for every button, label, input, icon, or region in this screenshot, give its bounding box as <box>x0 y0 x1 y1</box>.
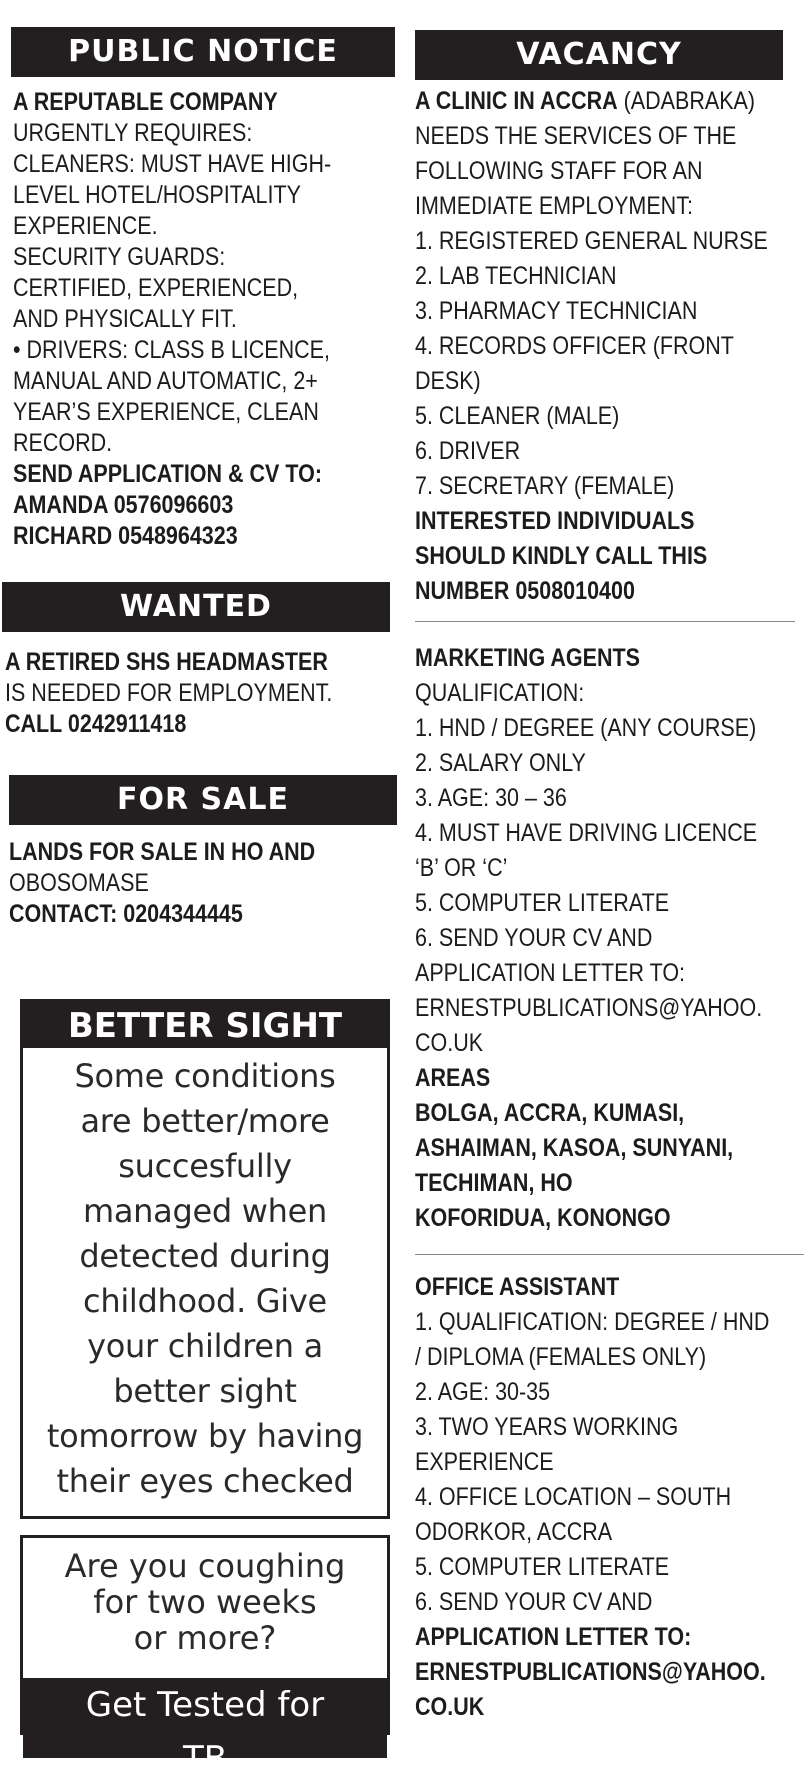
text-line-content: LEVEL HOTEL/HOSPITALITY <box>13 181 301 209</box>
ad-line: are better/more <box>80 1102 330 1140</box>
text-line <box>13 149 331 180</box>
text-line <box>13 211 331 242</box>
public-notice-body <box>13 87 331 552</box>
text-line <box>415 364 768 399</box>
text-line-content: • DRIVERS: CLASS B LICENCE, <box>13 336 330 364</box>
office-assistant-body <box>415 1270 769 1725</box>
text-line <box>415 504 768 539</box>
text-line-content: FOLLOWING STAFF FOR AN <box>415 157 703 185</box>
text-line <box>415 781 762 816</box>
text-line <box>415 224 768 259</box>
ad-line: managed when <box>83 1192 327 1230</box>
text-line <box>13 335 331 366</box>
ad-line: or more? <box>133 1619 277 1657</box>
text-line-content: CO.UK <box>415 1693 485 1721</box>
text-line-content: CLEANERS: MUST HAVE HIGH- <box>13 150 332 178</box>
ad-line: Are you coughing <box>64 1547 346 1585</box>
text-line <box>415 1131 762 1166</box>
text-line <box>415 746 762 781</box>
text-line-content: URGENTLY REQUIRES: <box>13 119 253 147</box>
text-line-content: SHOULD KINDLY CALL THIS <box>415 542 708 570</box>
text-line <box>415 1061 762 1096</box>
text-line-content: 6. DRIVER <box>415 437 521 465</box>
ad-line: better sight <box>113 1372 297 1410</box>
text-line-content: 6. SEND YOUR CV AND <box>415 1588 653 1616</box>
text-line <box>13 490 331 521</box>
text-line-content: OFFICE ASSISTANT <box>415 1273 620 1301</box>
right-column <box>415 0 804 1730</box>
text-line <box>9 868 315 899</box>
text-line-content: OBOSOMASE <box>9 869 149 897</box>
divider-1 <box>415 621 795 622</box>
better-sight-text <box>23 1048 387 1504</box>
text-line-content: CALL 0242911418 <box>5 710 187 738</box>
wanted-body <box>5 647 332 740</box>
text-line-content: 4. RECORDS OFFICER (FRONT <box>415 332 734 360</box>
text-line-content: A RETIRED SHS HEADMASTER <box>5 648 328 676</box>
text-line-rest: (ADABRAKA) <box>617 87 756 115</box>
text-line-content: 2. AGE: 30-35 <box>415 1378 551 1406</box>
ad-line: Some conditions <box>74 1057 336 1095</box>
ad-line: detected during <box>79 1237 331 1275</box>
left-column <box>0 0 400 1779</box>
ad-line: tomorrow by having <box>46 1417 364 1455</box>
text-line <box>5 678 332 709</box>
text-line-content: IS NEEDED FOR EMPLOYMENT. <box>5 679 333 707</box>
text-line-content: 6. SEND YOUR CV AND <box>415 924 653 952</box>
text-line <box>415 711 762 746</box>
text-line <box>415 1655 769 1690</box>
text-line <box>415 84 768 119</box>
text-line <box>415 119 768 154</box>
text-line-content: SECURITY GUARDS: <box>13 243 226 271</box>
text-line <box>415 1340 769 1375</box>
text-line-content: CONTACT: 0204344445 <box>9 900 243 928</box>
text-line-content: APPLICATION LETTER TO: <box>415 959 686 987</box>
text-line <box>415 1690 769 1725</box>
text-line <box>415 574 768 609</box>
tb-question <box>23 1538 387 1678</box>
text-line-content: 1. HND / DEGREE (ANY COURSE) <box>415 714 757 742</box>
vacancy-banner: VACANCY <box>415 30 783 80</box>
text-line <box>415 851 762 886</box>
text-line <box>415 1270 769 1305</box>
text-line-content: APPLICATION LETTER TO: <box>415 1623 692 1651</box>
tb-ad <box>20 1535 390 1779</box>
text-line-content: RICHARD 0548964323 <box>13 522 238 550</box>
text-line <box>5 647 332 678</box>
for-sale-banner: FOR SALE <box>9 775 397 825</box>
text-line-content: INTERESTED INDIVIDUALS <box>415 507 695 535</box>
text-line-content: / DIPLOMA (FEMALES ONLY) <box>415 1343 707 1371</box>
ad-line: their eyes checked <box>56 1462 354 1500</box>
text-line <box>5 709 332 740</box>
tb-footer-line-2: TB <box>182 1739 228 1779</box>
text-line <box>415 641 762 676</box>
text-line <box>13 180 331 211</box>
better-sight-title: BETTER SIGHT <box>23 1002 387 1048</box>
text-line-content: 4. MUST HAVE DRIVING LICENCE <box>415 819 758 847</box>
text-line-content: ODORKOR, ACCRA <box>415 1518 613 1546</box>
text-line <box>9 837 315 868</box>
text-line <box>9 899 315 930</box>
text-line-content: TECHIMAN, HO <box>415 1169 573 1197</box>
text-line <box>415 399 768 434</box>
text-line <box>415 816 762 851</box>
text-line-content: ERNESTPUBLICATIONS@YAHOO. <box>415 1658 766 1686</box>
text-line <box>415 676 762 711</box>
text-line <box>415 991 762 1026</box>
text-line-content: QUALIFICATION: <box>415 679 585 707</box>
text-line-content: MARKETING AGENTS <box>415 644 640 672</box>
text-line-content: AND PHYSICALLY FIT. <box>13 305 237 333</box>
text-line <box>13 304 331 335</box>
text-line-content: ERNESTPUBLICATIONS@YAHOO. <box>415 994 763 1022</box>
text-line <box>415 329 768 364</box>
text-line-content: YEAR’S EXPERIENCE, CLEAN <box>13 398 319 426</box>
text-line-content: MANUAL AND AUTOMATIC, 2+ <box>13 367 318 395</box>
public-notice-banner: PUBLIC NOTICE <box>11 27 395 77</box>
text-line <box>415 1480 769 1515</box>
text-line-content: 2. SALARY ONLY <box>415 749 586 777</box>
text-line <box>415 1096 762 1131</box>
text-line-content: 3. AGE: 30 – 36 <box>415 784 567 812</box>
ad-line: for two weeks <box>93 1583 317 1621</box>
text-line <box>13 242 331 273</box>
text-line-content: 1. REGISTERED GENERAL NURSE <box>415 227 768 255</box>
text-line <box>415 1515 769 1550</box>
for-sale-body <box>9 837 315 930</box>
ad-line: succesfully <box>118 1147 292 1185</box>
text-line-content: NEEDS THE SERVICES OF THE <box>415 122 737 150</box>
tb-footer-line-1: Get Tested for <box>85 1685 325 1725</box>
text-line-content: 7. SECRETARY (FEMALE) <box>415 472 675 500</box>
text-line <box>415 921 762 956</box>
text-line-content: 1. QUALIFICATION: DEGREE / HND <box>415 1308 770 1336</box>
text-line <box>13 87 331 118</box>
text-line-content: AREAS <box>415 1064 491 1092</box>
text-line <box>415 189 768 224</box>
text-line <box>415 1410 769 1445</box>
text-line-content: NUMBER 0508010400 <box>415 577 635 605</box>
text-line-content: 5. COMPUTER LITERATE <box>415 889 670 917</box>
text-line <box>13 459 331 490</box>
text-line-content: 4. OFFICE LOCATION – SOUTH <box>415 1483 732 1511</box>
text-line-content: AMANDA 0576096603 <box>13 491 234 519</box>
text-line-content: BOLGA, ACCRA, KUMASI, <box>415 1099 685 1127</box>
text-line <box>415 539 768 574</box>
text-line-content: RECORD. <box>13 429 113 457</box>
text-line-content: EXPERIENCE <box>415 1448 554 1476</box>
divider-2 <box>415 1254 804 1255</box>
text-line-content: 3. PHARMACY TECHNICIAN <box>415 297 698 325</box>
text-line <box>415 1620 769 1655</box>
text-line <box>415 1550 769 1585</box>
text-line-content: IMMEDIATE EMPLOYMENT: <box>415 192 693 220</box>
text-line-content: CERTIFIED, EXPERIENCED, <box>13 274 299 302</box>
text-line-content: A REPUTABLE COMPANY <box>13 88 278 116</box>
text-line-content: 3. TWO YEARS WORKING <box>415 1413 679 1441</box>
text-line <box>13 273 331 304</box>
text-line-content: SEND APPLICATION & CV TO: <box>13 460 322 488</box>
wanted-banner: WANTED <box>2 582 390 632</box>
text-line <box>415 1375 769 1410</box>
text-line <box>415 1166 762 1201</box>
text-line-content: A CLINIC IN ACCRA <box>415 87 618 115</box>
vacancy-body <box>415 84 768 609</box>
text-line <box>415 259 768 294</box>
text-line <box>415 469 768 504</box>
text-line <box>415 1201 762 1236</box>
text-line <box>13 521 331 552</box>
text-line-content: ‘B’ OR ‘C’ <box>415 854 508 882</box>
text-line <box>415 154 768 189</box>
text-line <box>415 1305 769 1340</box>
text-line-content: KOFORIDUA, KONONGO <box>415 1204 671 1232</box>
text-line-content: CO.UK <box>415 1029 484 1057</box>
text-line-content: ASHAIMAN, KASOA, SUNYANI, <box>415 1134 734 1162</box>
text-line <box>415 1026 762 1061</box>
text-line-content: DESK) <box>415 367 481 395</box>
better-sight-ad <box>20 999 390 1519</box>
ad-line: childhood. Give <box>83 1282 327 1320</box>
text-line <box>415 1445 769 1480</box>
text-line <box>415 434 768 469</box>
text-line-content: LANDS FOR SALE IN HO AND <box>9 838 316 866</box>
marketing-agents-body <box>415 641 762 1236</box>
tb-footer <box>23 1678 387 1779</box>
text-line <box>415 294 768 329</box>
text-line <box>13 397 331 428</box>
text-line <box>13 366 331 397</box>
text-line <box>415 886 762 921</box>
text-line-content: 5. CLEANER (MALE) <box>415 402 620 430</box>
text-line <box>13 118 331 149</box>
text-line-content: 2. LAB TECHNICIAN <box>415 262 617 290</box>
text-line <box>13 428 331 459</box>
text-line <box>415 956 762 991</box>
text-line-content: EXPERIENCE. <box>13 212 158 240</box>
ad-line: your children a <box>87 1327 323 1365</box>
text-line <box>415 1585 769 1620</box>
text-line-content: 5. COMPUTER LITERATE <box>415 1553 670 1581</box>
